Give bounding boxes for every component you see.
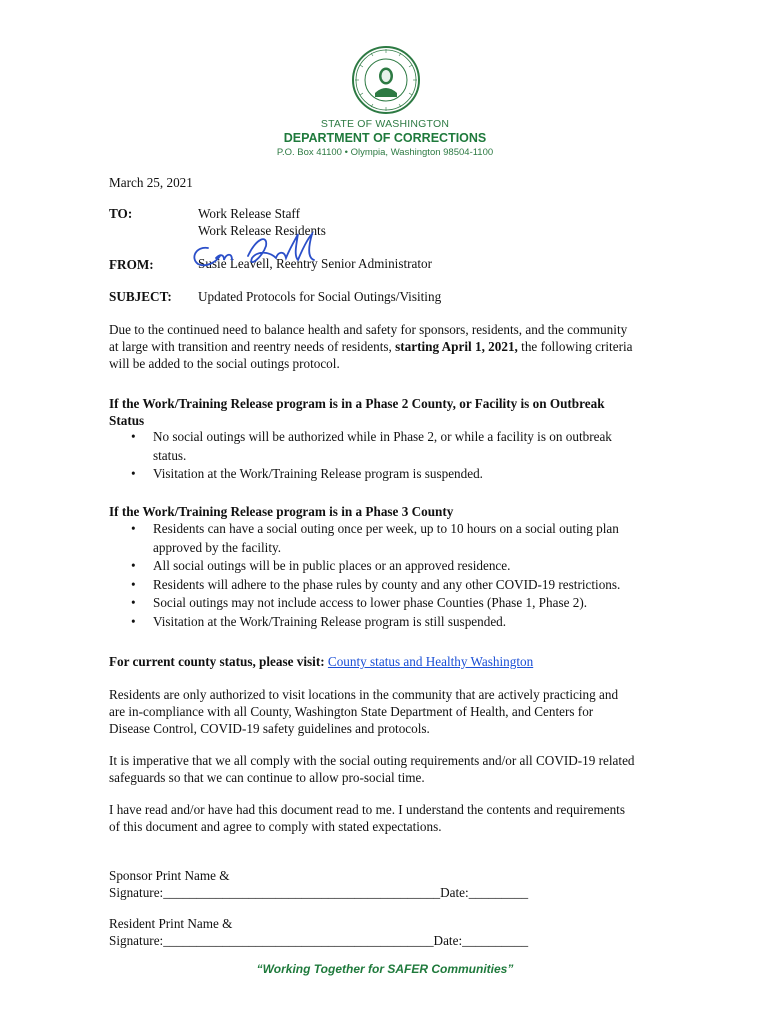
signature-icon xyxy=(186,228,336,276)
list-item: • Visitation at the Work/Training Release program is still suspended. xyxy=(109,613,669,632)
imperative-paragraph: It is imperative that we all comply with the social outing requirements and/or all COVID-19 related safeguards so that we can continue to allow pro-social time. xyxy=(109,753,635,785)
acknowledgement-paragraph: I have read and/or have had this document read to me. I understand the contents and requirements of this document and agree to comply with stated expectations. xyxy=(109,802,625,834)
to-line-staff: Work Release Staff xyxy=(198,206,300,221)
list-item: • Visitation at the Work/Training Release program is suspended. xyxy=(109,465,669,484)
department-name: DEPARTMENT OF CORRECTIONS xyxy=(283,131,487,145)
intro-paragraph xyxy=(109,321,669,372)
washington-state-seal-icon xyxy=(351,45,421,115)
county-status-line: For current county status, please visit: County status and Healthy Washington xyxy=(109,654,534,669)
list-item: • Residents can have a social outing once per week, up to 10 hours on a social outing plan approved by the facility. xyxy=(109,520,669,557)
subject-value: Updated Protocols for Social Outings/Visiting xyxy=(198,289,442,304)
intro-line-1: Due to the continued need to balance health and safety for sponsors, residents, and the community xyxy=(109,322,628,337)
to-label: TO: xyxy=(109,206,133,221)
state-of-washington: STATE OF WASHINGTON xyxy=(320,118,450,130)
list-item: • Social outings may not include access to lower phase Counties (Phase 1, Phase 2). xyxy=(109,594,669,613)
list-item: • All social outings will be in public places or an approved residence. xyxy=(109,557,669,576)
to-line-residents: Work Release Residents xyxy=(198,223,326,238)
phase3-bullets xyxy=(109,520,669,631)
from-label: FROM: xyxy=(109,257,154,272)
from-value: Susie Leavell, Reentry Senior Administrator xyxy=(198,256,433,271)
sponsor-signature-line[interactable]: Signature:__________________________________________Date:_________ xyxy=(109,885,529,900)
subject-label: SUBJECT: xyxy=(109,289,172,304)
footer-motto: “Working Together for SAFER Communities” xyxy=(256,962,514,976)
department-address: P.O. Box 41100 • Olympia, Washington 98504-1100 xyxy=(276,147,494,158)
county-status-link[interactable]: County status and Healthy Washington xyxy=(327,654,534,669)
list-item: • No social outings will be authorized while in Phase 2, or while a facility is on outbreak status. xyxy=(109,428,669,465)
phase2-bullets xyxy=(109,428,669,484)
intro-line-3: will be added to the social outings protocol. xyxy=(109,356,340,371)
resident-signature-block: Resident Print Name & Signature:_________________________________________Date:__________ xyxy=(109,915,669,949)
phase2-heading: If the Work/Training Release program is in a Phase 2 County, or Facility is on Outbreak Status xyxy=(109,396,605,428)
resident-signature-line[interactable]: Signature:_________________________________________Date:__________ xyxy=(109,933,529,948)
phase3-heading: If the Work/Training Release program is in a Phase 3 County xyxy=(109,504,454,519)
memo-date: March 25, 2021 xyxy=(109,175,193,190)
intro-line-2: at large with transition and reentry needs of residents, starting April 1, 2021, the following criteria xyxy=(109,339,633,354)
list-item: • Residents will adhere to the phase rules by county and any other COVID-19 restrictions. xyxy=(109,576,669,595)
sponsor-signature-block: Sponsor Print Name & Signature:__________________________________________Date:_________ xyxy=(109,867,669,901)
residents-paragraph: Residents are only authorized to visit locations in the community that are actively practicing and are in-compliance with all County, Washington State Department of Health, and Centers for Disease Control, COVID-19 safety guidelines and protocols. xyxy=(109,687,619,736)
